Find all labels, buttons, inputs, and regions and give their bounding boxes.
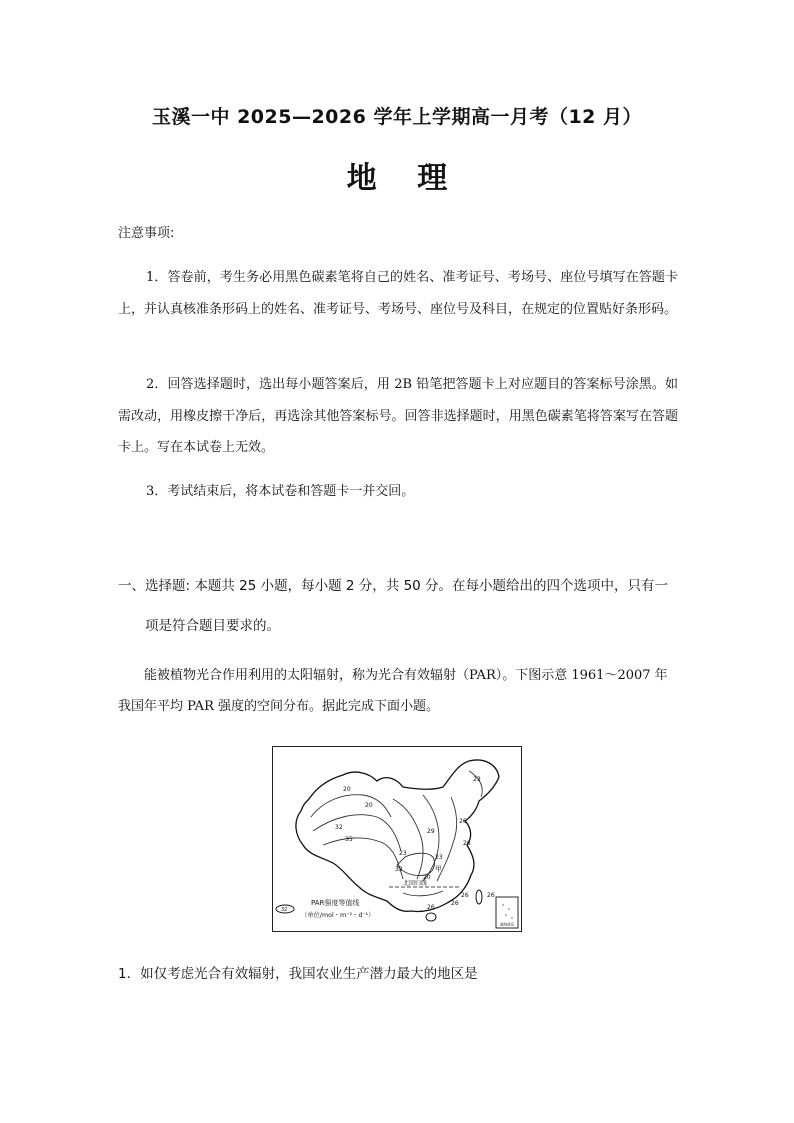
contour-label: 26 bbox=[487, 892, 495, 899]
contour-label: 26 bbox=[459, 818, 467, 825]
question-1: 1．如仅考虑光合有效辐射，我国农业生产潜力最大的地区是 bbox=[118, 966, 478, 982]
notice-item-2: 2．回答选择题时，选出每小题答案后，用 2B 铅笔把答题卡上对应题目的答案标号涂黑。如需改动，用橡皮擦干净后，再选涂其他答案标号。回答非选择题时，用黑色碳素笔将答案写在答题卡上。写在本试卷上无效。 bbox=[118, 377, 678, 455]
contour-label: 26 bbox=[451, 900, 459, 907]
contour-label: 26 bbox=[463, 840, 471, 847]
contour-label: 23 bbox=[473, 776, 481, 783]
notice-heading: 注意事项: bbox=[118, 226, 175, 241]
par-contour bbox=[313, 815, 401, 851]
par-contour bbox=[469, 771, 482, 797]
hainan-island bbox=[426, 913, 436, 921]
section-line-1: 一、选择题: 本题共 25 小题，每小题 2 分，共 50 分。在每小题给出的四个选项中，只有一 bbox=[118, 578, 669, 594]
inset-label: 南海诸岛 bbox=[499, 922, 515, 927]
contour-label: 23 bbox=[435, 854, 443, 861]
section-heading bbox=[118, 566, 678, 646]
notice-item-3: 3．考试结束后，将本试卷和答题卡一并交回。 bbox=[146, 484, 415, 499]
legend-title: PAR强度等值线 bbox=[311, 899, 360, 907]
section-line-2: 项是符合题目要求的。 bbox=[145, 618, 280, 634]
china-outline bbox=[296, 760, 499, 912]
legend-sample-value: 32 bbox=[281, 907, 288, 913]
contour-label: 32 bbox=[335, 824, 343, 831]
par-contour bbox=[311, 795, 391, 817]
contour-label: 35 bbox=[345, 836, 353, 843]
tropic-label: 北回归线 bbox=[403, 880, 428, 887]
notice-item-1: 1．答卷前，考生务必用黑色碳素笔将自己的姓名、准考证号、考场号、座位号填写在答题卡上，并认真核准条形码上的姓名、准考证号、考场号、座位号及科目，在规定的位置贴好条形码。 bbox=[118, 270, 678, 317]
subject-title: 地 理 bbox=[346, 161, 448, 196]
taiwan-island bbox=[476, 890, 482, 904]
contour-label: 32 bbox=[395, 866, 403, 873]
par-contour bbox=[403, 891, 443, 896]
par-contour bbox=[323, 838, 403, 879]
contour-label: 26 bbox=[427, 904, 435, 911]
contour-label: 20 bbox=[423, 874, 431, 881]
contour-label: 20 bbox=[343, 786, 351, 793]
exam-title: 玉溪一中 2025—2026 学年上学期高一月考（12 月） bbox=[151, 106, 643, 128]
legend-unit: （单位/mol・m⁻²・d⁻¹） bbox=[301, 912, 375, 919]
contour-label: 29 bbox=[427, 828, 435, 835]
question-intro: 能被植物光合作用利用的太阳辐射，称为光合有效辐射（PAR）。下图示意 1961～2007 年我国年平均 PAR 强度的空间分布。据此完成下面小题。 bbox=[118, 668, 668, 714]
contour-label: 26 bbox=[461, 892, 469, 899]
contour-label: 20 bbox=[365, 802, 373, 809]
contour-label: 23 bbox=[399, 850, 407, 857]
region-jia-label: 甲 bbox=[435, 865, 442, 873]
par-map-figure bbox=[272, 746, 522, 932]
china-par-map bbox=[273, 747, 520, 930]
